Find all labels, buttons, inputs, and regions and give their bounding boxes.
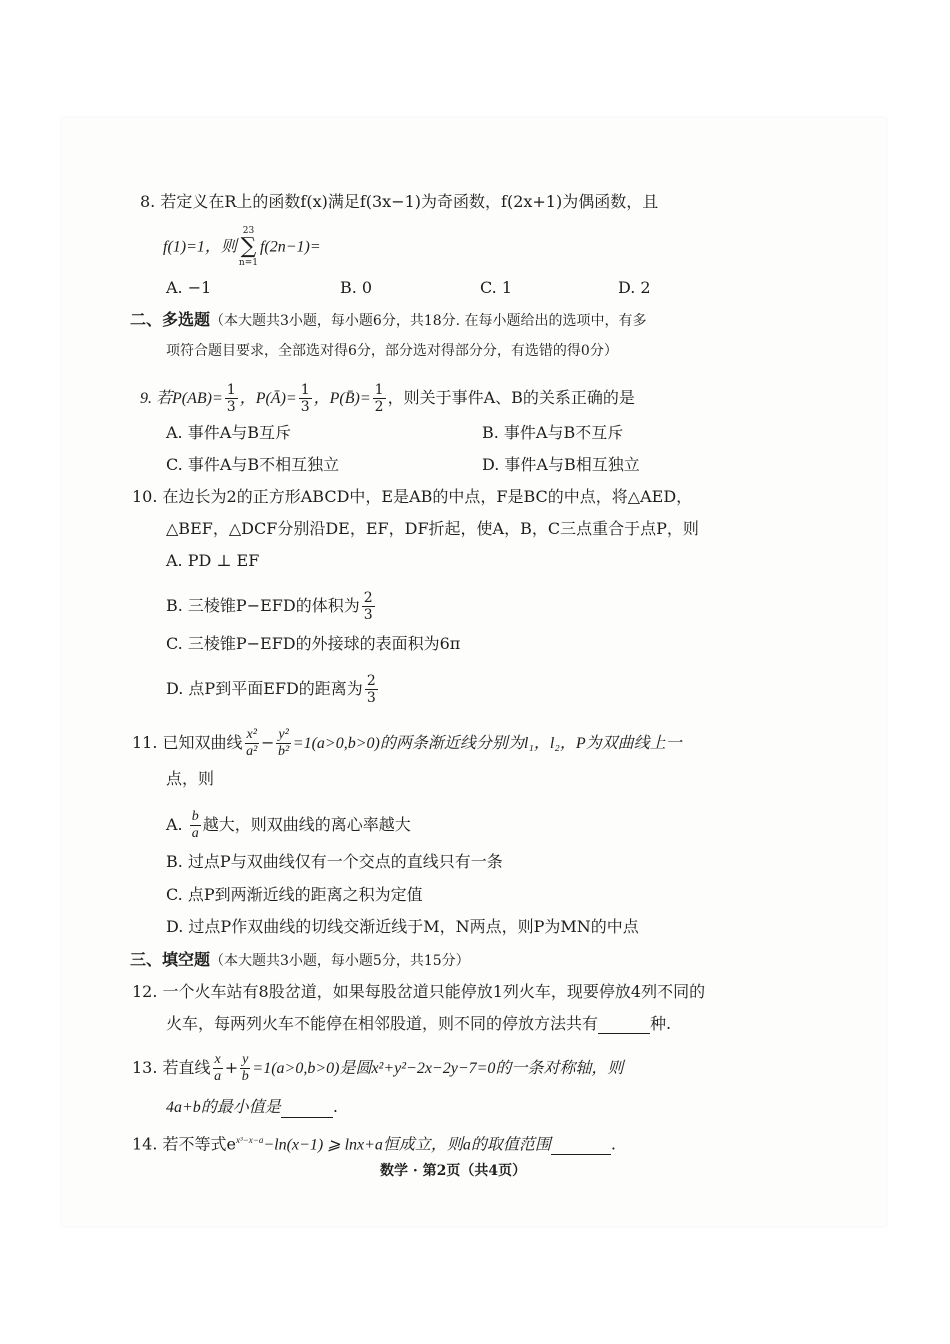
section2-title: 二、多选题 [130,310,211,329]
q8-line1: 8. 若定义在R上的函数f(x)满足f(3x−1)为奇函数，f(2x+1)为偶函数，且 [140,192,659,211]
q10-optd-frac: $\frac{2}{3}$ [366,673,376,706]
q9-option-d: D. 事件A与B相互独立 [482,455,640,474]
section2-heading [130,310,647,331]
q9-pre: 9. 若P(AB)= [140,390,223,407]
q10-optb-frac: $\frac{2}{3}$ [363,590,373,623]
q11-line2: 点，则 [166,769,215,788]
q9-frac-2: $\frac{1}{3}$ [300,382,310,415]
q13-frac-x: $\frac{x}{a}$ [214,1052,222,1084]
q14-stem: 14. 若不等式$e^{x^3-x-a}-\ln(x-1)$ ⩾ lnx+a恒成立，则a的取值范围 . [132,1134,617,1154]
q8-post: f(2n−1)= [259,238,321,256]
q10-line2: △BEF，△DCF分别沿DE，EF，DF折起，使A，B，C三点重合于点P，则 [166,519,699,538]
q12-line2: 火车，每两列火车不能停在相邻股道，则不同的停放方法共有 种. [166,1014,672,1033]
section3-desc: （本大题共3小题，每小题5分，共15分） [210,953,470,969]
q12-answer-blank[interactable] [598,1017,650,1034]
q13-frac-y: $\frac{y}{b}$ [241,1052,249,1084]
q10-line1: 10. 在边长为2的正方形ABCD中，E是AB的中点，F是BC的中点，将△AED， [132,487,693,506]
q9-frac-1: $\frac{1}{3}$ [226,382,236,415]
section3-title: 三、填空题 [130,950,211,969]
q12-line1: 12. 一个火车站有8股岔道，如果每股岔道只能停放1列火车，现要停放4列不同的 [132,982,706,1001]
q9-option-a: A. 事件A与B互斥 [166,423,292,442]
q14-answer-blank[interactable] [551,1138,611,1155]
q8-option-a: A. −1 [166,278,212,297]
q11-option-a: A. $\frac{b}{a}$ 越大，则双曲线的离心率越大 [166,809,411,841]
q9-stem [140,382,635,415]
q11-frac-x: $\frac{\text{x²}}{\text{a²}}$ [246,727,258,759]
section2-desc1: （本大题共3小题，每小题6分，共18分. 在每小题给出的选项中，有多 [210,313,647,329]
q9-option-b: B. 事件A与B不互斥 [482,423,624,442]
q8-summation [239,226,258,268]
q9-frac-3: $\frac{1}{2}$ [374,382,384,415]
q13-line2: 4a+b的最小值是 . [166,1097,338,1116]
q8-option-c: C. 1 [480,278,513,297]
q11-option-c: C. 点P到两渐近线的距离之积为定值 [166,885,423,904]
q8-sum-bottom: n=1 [238,258,258,268]
q13-answer-blank[interactable] [281,1101,333,1118]
q8-line2 [163,226,321,268]
section2-desc2: 项符合题目要求，全部选对得6分，部分选对得部分分，有选错的得0分） [166,343,618,359]
q10-option-b: B. 三棱锥P−EFD的体积为 $\frac{2}{3}$ [166,590,373,623]
q11-stem: 11. 已知双曲线 $\frac{\text{x²}}{\text{a²}}$ − $\frac{\text{y²}}{\text{b²}}$ =1(a>0,b>0)的两条渐近线分别为l₁，l₂，P为双曲线上一 [132,727,682,759]
q11-option-d: D. 过点P作双曲线的切线交渐近线于M，N两点，则P为MN的中点 [166,917,639,936]
q8-option-b: B. 0 [340,278,373,297]
q9-option-c: C. 事件A与B不相互独立 [166,455,340,474]
q8-sum-top: 23 [242,226,255,236]
q10-option-a: A. PD ⊥ EF [166,551,260,570]
q9-mid1: ，P(Ā)= [239,390,297,407]
section3-heading [130,950,470,971]
q9-post: ，则关于事件A、B的关系正确的是 [387,388,635,407]
q11-opta-frac: $\frac{b}{a}$ [191,809,199,841]
q13-stem: 13. 若直线 $\frac{x}{a}$ + $\frac{y}{b}$ =1(a>0,b>0)是圆x²+y²−2x−2y−7=0的一条对称轴，则 [132,1052,624,1084]
q10-option-d: D. 点P到平面EFD的距离为 $\frac{2}{3}$ [166,673,376,706]
sigma-symbol: ∑ [240,234,257,259]
q11-frac-y: $\frac{\text{y²}}{\text{b²}}$ [277,727,290,759]
q8-option-d: D. 2 [618,278,651,297]
q10-option-c: C. 三棱锥P−EFD的外接球的表面积为6π [166,634,461,653]
q14-exponent: x³−x−a [236,1135,264,1145]
q11-option-b: B. 过点P与双曲线仅有一个交点的直线只有一条 [166,852,503,871]
q9-mid2: ，P(B̄)= [313,390,371,407]
q8-pre: f(1)=1，则 [163,238,237,256]
page-footer: 数学 · 第2页（共4页） [380,1163,527,1179]
